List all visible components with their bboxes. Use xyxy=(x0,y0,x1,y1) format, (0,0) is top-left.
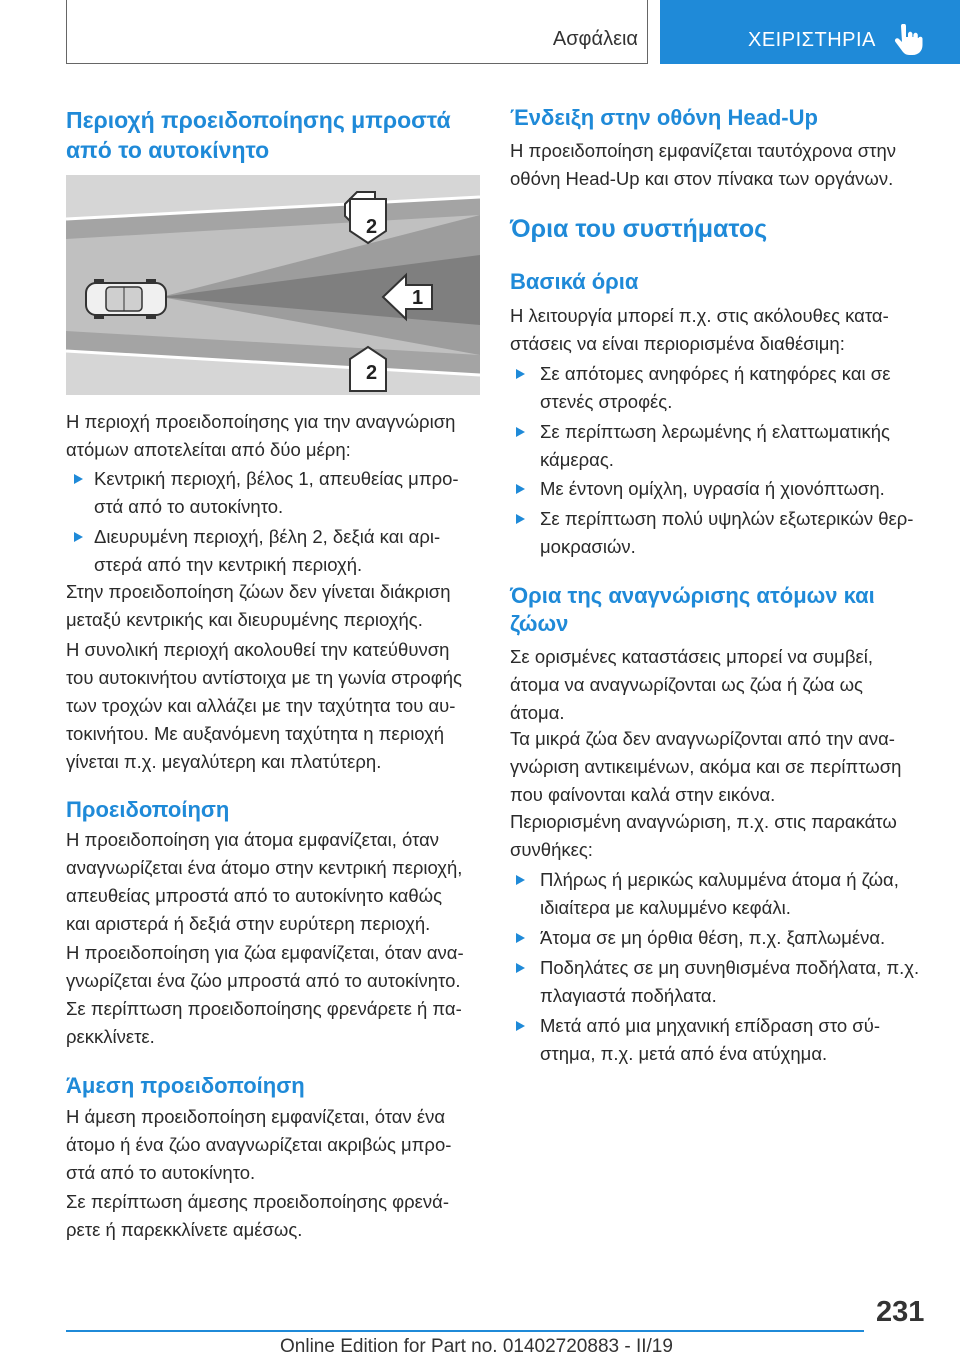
left-paragraph-8 xyxy=(66,1188,449,1244)
pointing-hand-icon xyxy=(893,24,923,56)
text-line: που φαίνονται καλά στην εικόνα. xyxy=(510,784,776,805)
text-line: ρετε ή παρεκκλίνετε αμέσως. xyxy=(66,1219,303,1240)
section-title: Ασφάλεια xyxy=(552,28,638,50)
right-bullet-5 xyxy=(540,866,899,922)
bullet-triangle-icon xyxy=(516,875,525,885)
right-heading-1: Ένδειξη στην οθόνη Head-Up xyxy=(510,105,818,130)
text-line: και αριστερά ή δεξιά στην ευρύτερη περιοχή. xyxy=(66,913,431,934)
text-line: άτομα να αναγνωρίζονται ως ζώα ή ζώα ως xyxy=(510,674,863,695)
text-line: γνώριση αντικειμένων, ακόμα και σε περίπτωση xyxy=(510,756,902,777)
text-line: των τροχών και αλλάζει με την ταχύτητα του αυ‐ xyxy=(66,695,456,716)
bullet-triangle-icon xyxy=(516,369,525,379)
left-paragraph-7 xyxy=(66,1103,451,1187)
text-line: Σε περίπτωση πολύ υψηλών εξωτερικών θερ‐ xyxy=(540,508,914,529)
right-bullet-6: Άτομα σε μη όρθια θέση, π.χ. ξαπλωμένα. xyxy=(540,927,886,948)
text-line: Μετά από μια μηχανική επίδραση στο σύ‐ xyxy=(540,1015,881,1036)
text-line: γίνεται π.χ. μεγαλύτερη και πλατύτερη. xyxy=(66,751,382,772)
right-paragraph-2 xyxy=(510,302,889,358)
heading-line: ζώων xyxy=(510,611,569,636)
page-number: 231 xyxy=(876,1296,925,1328)
arrow-label-2-top: 2 xyxy=(366,216,378,238)
text-line: Σε περίπτωση προειδοποίησης φρενάρετε ή πα‐ xyxy=(66,998,462,1019)
heading-line: από το αυτοκίνητο xyxy=(66,137,270,163)
bullet-triangle-icon xyxy=(516,427,525,437)
text-line: συνθήκες: xyxy=(510,839,593,860)
heading-line: Όρια της αναγνώρισης ατόμων και xyxy=(510,583,875,608)
text-line: άτομο ή ένα ζώο αναγνωρίζεται ακριβώς μπρο‐ xyxy=(66,1134,452,1155)
text-line: αναγνωρίζεται ένα άτομο στην κεντρική περιοχή, xyxy=(66,857,463,878)
left-paragraph-6 xyxy=(66,995,462,1051)
text-line: στερά από την κεντρική περιοχή. xyxy=(94,554,363,575)
right-bullet-8 xyxy=(540,1012,880,1068)
text-line: Σε ορισμένες καταστάσεις μπορεί να συμβεί, xyxy=(510,646,873,667)
arrow-label-1: 1 xyxy=(412,287,424,309)
left-bullet-2 xyxy=(94,523,440,579)
right-paragraph-4 xyxy=(510,725,901,809)
bullet-triangle-icon xyxy=(516,963,525,973)
text-line: Η προειδοποίηση για ζώα εμφανίζεται, όταν ανα‐ xyxy=(66,942,464,963)
text-line: στά από το αυτοκίνητο. xyxy=(94,496,284,517)
text-line: οθόνη Head-Up και στον πίνακα των οργάνων. xyxy=(510,168,894,189)
left-paragraph-5 xyxy=(66,939,464,995)
text-line: Σε απότομες ανηφόρες ή κατηφόρες και σε xyxy=(540,363,891,384)
text-line: γνωρίζεται ένα ζώο μπροστά από το αυτοκίνητο. xyxy=(66,970,461,991)
chapter-label: ΧΕΙΡΙΣΤΗΡΙΑ xyxy=(748,29,876,51)
text-line: μεταξύ κεντρικής και διευρυμένης περιοχής. xyxy=(66,609,423,630)
text-line: στάσεις να είναι περιορισμένα διαθέσιμη: xyxy=(510,333,845,354)
left-paragraph-4 xyxy=(66,826,462,938)
text-line: Η συνολική περιοχή ακολουθεί την κατεύθυνση xyxy=(66,639,450,660)
text-line: Κεντρική περιοχή, βέλος 1, απευθείας μπρο‐ xyxy=(94,468,459,489)
right-heading-4 xyxy=(510,582,875,638)
right-bullet-4 xyxy=(540,505,913,561)
right-bullet-7 xyxy=(540,954,919,1010)
text-line: Περιορισμένη αναγνώριση, π.χ. στις παρακάτω xyxy=(510,811,897,832)
left-heading-2: Προειδοποίηση xyxy=(66,797,230,822)
right-paragraph-1 xyxy=(510,137,896,193)
text-line: Ποδηλάτες σε μη συνηθισμένα ποδήλατα, π.χ. xyxy=(540,957,920,978)
right-paragraph-5 xyxy=(510,808,897,864)
text-line: Η άμεση προειδοποίηση εμφανίζεται, όταν ένα xyxy=(66,1106,446,1127)
left-paragraph-1 xyxy=(66,408,455,464)
bullet-triangle-icon xyxy=(516,933,525,943)
text-line: στημα, π.χ. μετά από ένα ατύχημα. xyxy=(540,1043,828,1064)
bullet-triangle-icon xyxy=(74,474,83,484)
right-heading-3: Βασικά όρια xyxy=(510,269,639,294)
text-line: κάμερας. xyxy=(540,449,614,470)
left-bullet-1 xyxy=(94,465,459,521)
footer-divider xyxy=(66,1330,864,1332)
text-line: πλαγιαστά ποδήλατα. xyxy=(540,985,717,1006)
bullet-triangle-icon xyxy=(516,1021,525,1031)
text-line: ιδιαίτερα με καλυμμένο κεφάλι. xyxy=(540,897,791,918)
text-line: απευθείας μπροστά από το αυτοκίνητο καθώς xyxy=(66,885,443,906)
text-line: μοκρασιών. xyxy=(540,536,636,557)
text-line: άτομα. xyxy=(510,702,565,723)
text-line: Η προειδοποίηση για άτομα εμφανίζεται, όταν xyxy=(66,829,440,850)
right-bullet-3: Με έντονη ομίχλη, υγρασία ή χιονόπτωση. xyxy=(540,478,885,499)
right-paragraph-3 xyxy=(510,643,873,727)
text-line: Η προειδοποίηση εμφανίζεται ταυτόχρονα στην xyxy=(510,140,896,161)
text-line: του αυτοκινήτου αντίστοιχα με τη γωνία στροφής xyxy=(66,667,462,688)
right-heading-2: Όρια του συστήματος xyxy=(510,215,768,243)
text-line: Σε περίπτωση άμεσης προειδοποίησης φρενά‐ xyxy=(66,1191,450,1212)
text-line: στά από το αυτοκίνητο. xyxy=(66,1162,256,1183)
arrow-label-2-bottom: 2 xyxy=(366,362,378,384)
text-line: Πλήρως ή μερικώς καλυμμένα άτομα ή ζώα, xyxy=(540,869,899,890)
edition-text: Online Edition for Part no. 01402720883 - II/19 xyxy=(280,1336,673,1357)
left-heading-3: Άμεση προειδοποίηση xyxy=(66,1073,305,1098)
bullet-triangle-icon xyxy=(74,532,83,542)
text-line: ρεκκλίνετε. xyxy=(66,1026,155,1047)
text-line: Τα μικρά ζώα δεν αναγνωρίζονται από την ανα‐ xyxy=(510,728,895,749)
heading-line: Περιοχή προειδοποίησης μπροστά xyxy=(66,107,451,133)
bullet-triangle-icon xyxy=(516,484,525,494)
left-paragraph-3 xyxy=(66,636,462,776)
text-line: Σε περίπτωση λερωμένης ή ελαττωματικής xyxy=(540,421,890,442)
text-line: Στην προειδοποίηση ζώων δεν γίνεται διάκριση xyxy=(66,581,451,602)
left-heading-1 xyxy=(66,105,451,165)
left-paragraph-2 xyxy=(66,578,451,634)
warning-zone-figure xyxy=(66,175,480,395)
text-line: Η περιοχή προειδοποίησης για την αναγνώριση xyxy=(66,411,456,432)
text-line: Διευρυμένη περιοχή, βέλη 2, δεξιά και αρι‐ xyxy=(94,526,441,547)
text-line: ατόμων αποτελείται από δύο μέρη: xyxy=(66,439,351,460)
text-line: Η λειτουργία μπορεί π.χ. στις ακόλουθες κατα‐ xyxy=(510,305,889,326)
right-bullet-2 xyxy=(540,418,890,474)
right-bullet-1 xyxy=(540,360,890,416)
bullet-triangle-icon xyxy=(516,514,525,524)
text-line: τοκινήτου. Με αυξανόμενη ταχύτητα η περιοχή xyxy=(66,723,445,744)
car-icon xyxy=(86,279,166,319)
text-line: στενές στροφές. xyxy=(540,391,673,412)
